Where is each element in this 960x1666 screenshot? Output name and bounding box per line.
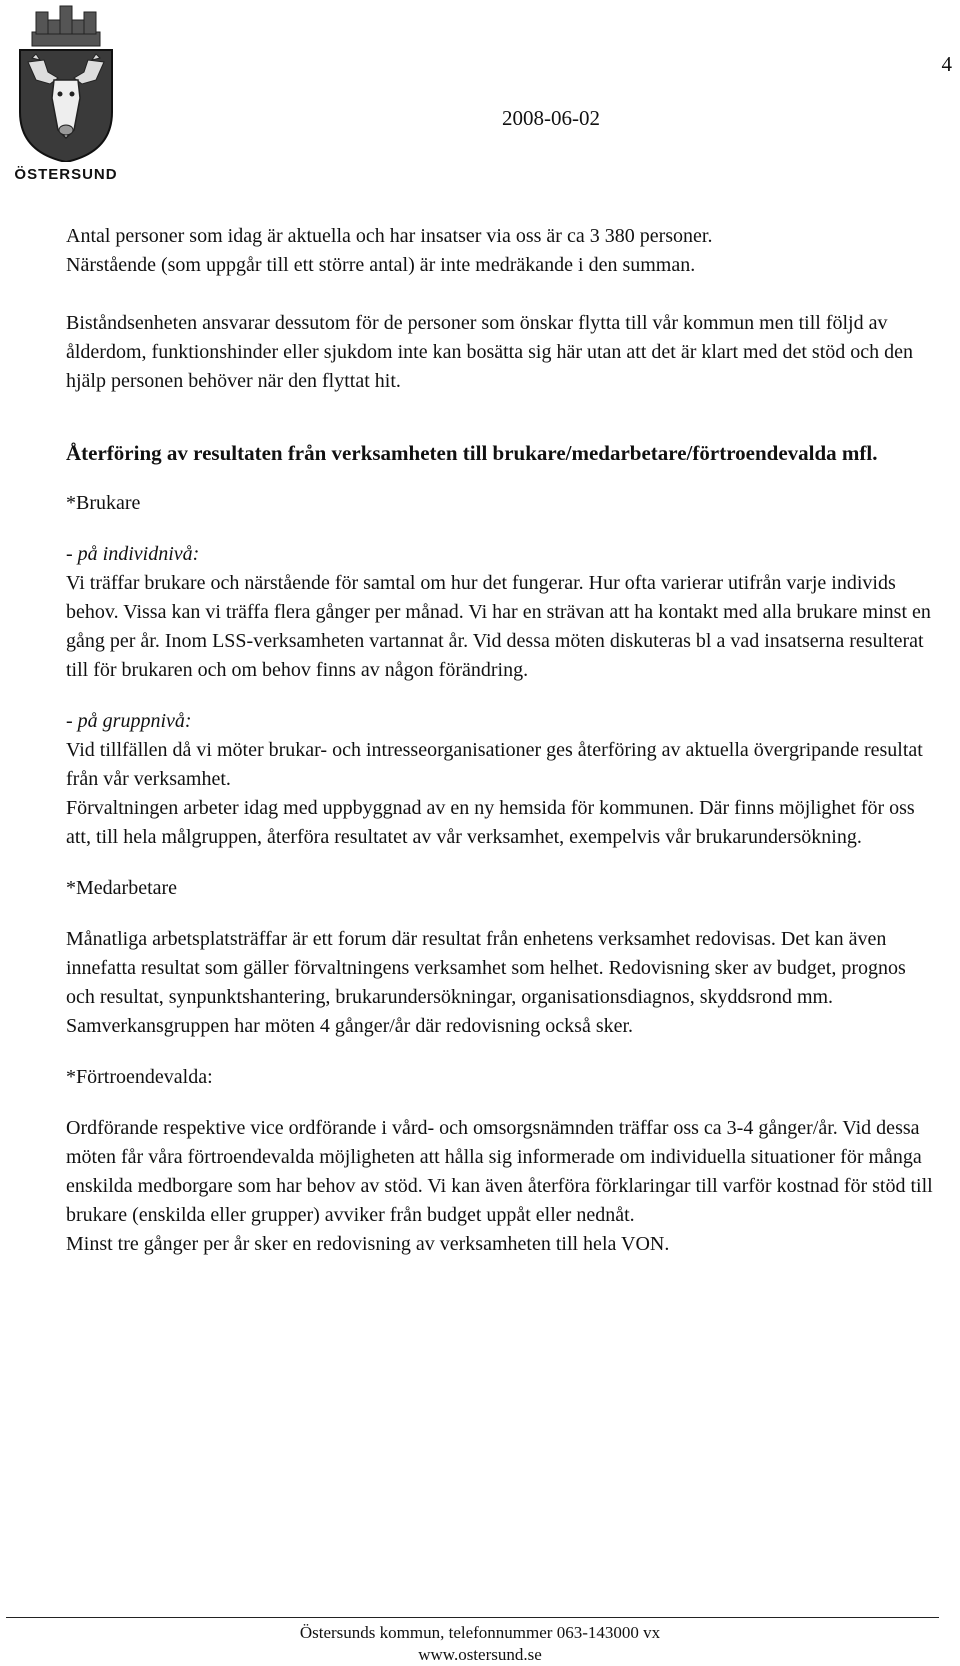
label-gruppniva: - på gruppnivå: [66, 710, 192, 732]
logo-text: ÖSTERSUND [14, 166, 118, 183]
document-body [66, 222, 936, 1259]
page-footer [0, 1622, 960, 1666]
paragraph-gruppniva-2: Förvaltningen arbeter idag med uppbyggnad av en ny hemsida för kommunen. Där finns möjlighet för oss att, till hela målgruppen, återföra resultatet av vår verksamhet, exempelvis vår brukarundersökning. [66, 797, 915, 848]
paragraph-medarbetare: Månatliga arbetsplatsträffar är ett forum där resultat från enhetens verksamhet redovisas. Det kan även innefatta resultat som gäller förvaltningens verksamhet som helhet. Redovisning sker av budget, prognos och resultat, synpunktshantering, brukarundersökningar, organisationsdiagnos, skyddsrond mm. Samverkansgruppen har möten 4 gånger/år där redovisning också sker. [66, 928, 906, 1037]
label-individniva: - på individnivå: [66, 543, 200, 565]
paragraph-count-line-2: Närstående (som uppgår till ett större antal) är inte medräkande i den summan. [66, 254, 696, 276]
ostersund-coat-of-arms-logo [14, 2, 118, 184]
footer-website: www.ostersund.se [418, 1645, 542, 1664]
document-date: 2008-06-02 [502, 106, 600, 130]
paragraph-bistandsenheten: Biståndsenheten ansvarar dessutom för de personer som önskar flytta till vår kommun men till följd av ålderdom, funktionshinder eller sjukdom inte kan bosätta sig här utan att det är klart med det stöd och den hjälp personen behöver när den flyttat hit. [66, 312, 914, 392]
paragraph-fortroendevalda-2: Minst tre gånger per år sker en redovisning av verksamheten till hela VON. [66, 1233, 670, 1255]
label-brukare: *Brukare [66, 492, 141, 514]
footer-divider [6, 1617, 939, 1618]
footer-contact: Östersunds kommun, telefonnummer 063-143000 vx [299, 1623, 661, 1642]
label-medarbetare: *Medarbetare [66, 877, 178, 899]
moose-shield-icon [14, 2, 118, 162]
page-number: 4 [941, 52, 952, 76]
paragraph-gruppniva-1: Vid tillfällen då vi möter brukar- och intresseorganisationer ges återföring av aktuella övergripande resultat från vår verksamhet. [66, 739, 923, 790]
paragraph-count-line-1: Antal personer som idag är aktuella och har insatser via oss är ca 3 380 personer. [66, 225, 713, 247]
paragraph-individniva: Vi träffar brukare och närstående för samtal om hur det fungerar. Hur ofta varierar utifrån varje individs behov. Vissa kan vi träffa flera gånger per månad. Vi har en strävan att ha kontakt med alla brukare minst en gång per år. Inom LSS-verksamheten vartannat år. Vid dessa möten diskuteras bl a vad insatserna resulterat till för brukaren och om behov finns av någon förändring. [66, 572, 931, 681]
section-heading: Återföring av resultaten från verksamheten till brukare/medarbetare/förtroendevalda mfl. [66, 441, 878, 465]
paragraph-fortroendevalda: Ordförande respektive vice ordförande i vård- och omsorgsnämnden träffar oss ca 3-4 gånger/år. Vid dessa möten får våra förtroendevalda möjligheten att hålla sig informerade om individuella situationer för många enskilda medborgare som har behov av stöd. Vi kan även återföra förklaringar till varför kostnad för stöd till brukare (enskilda eller grupper) avviker från budget uppåt eller nednåt. [66, 1117, 933, 1226]
label-fortroendevalda: *Förtroendevalda: [66, 1066, 213, 1088]
